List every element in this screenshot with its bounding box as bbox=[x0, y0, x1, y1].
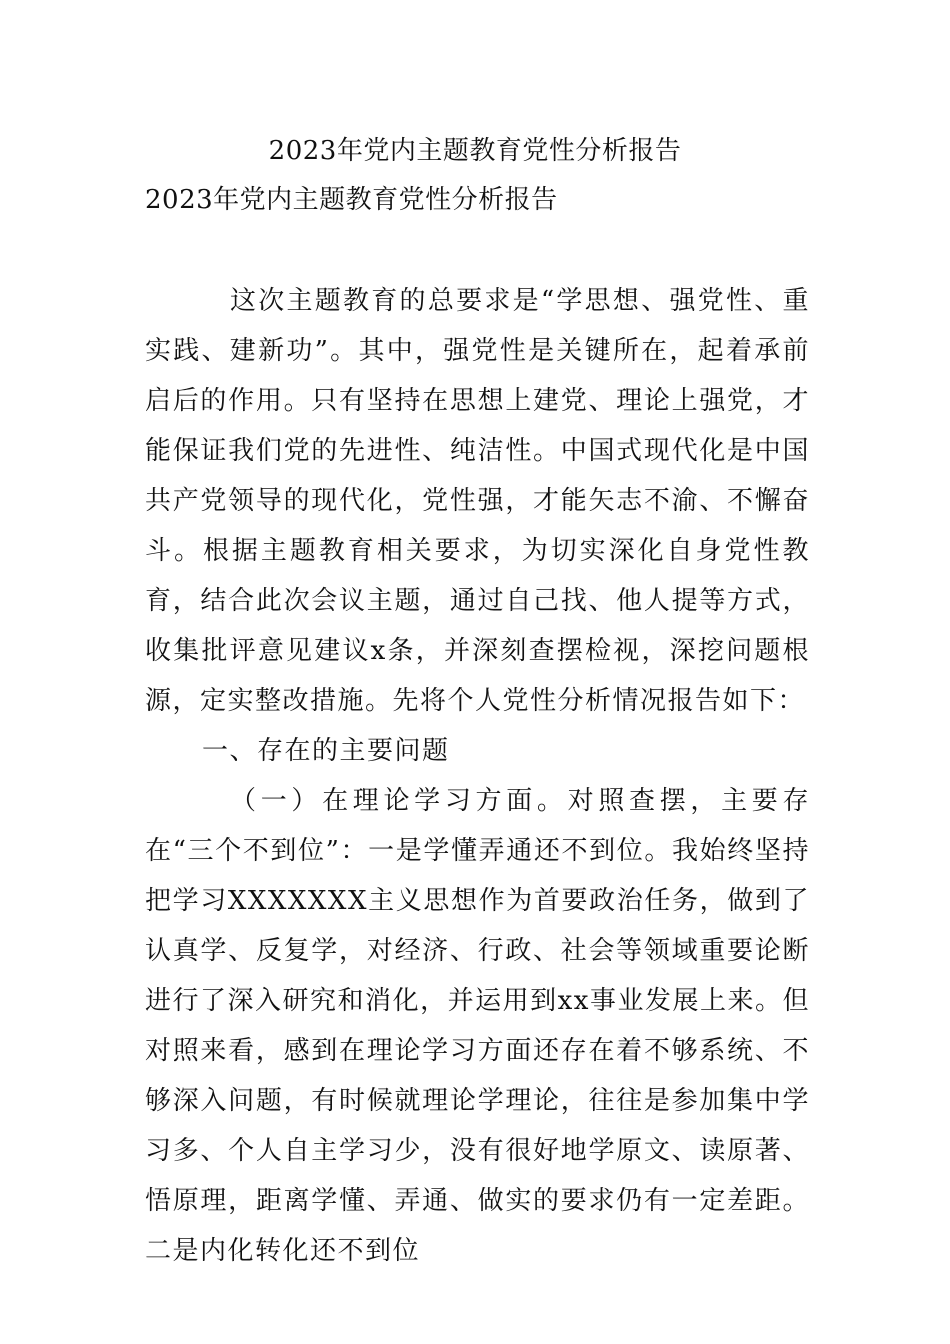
document-body bbox=[145, 276, 810, 1276]
document-subtitle: 2023年党内主题教育党性分析报告 bbox=[145, 185, 558, 215]
document-title: 2023年党内主题教育党性分析报告 bbox=[268, 136, 682, 166]
intro-paragraph: 这次主题教育的总要求是“学思想、强党性、重实践、建新功”。其中，强党性是关键所在，起着承前启后的作用。只有坚持在思想上建党、理论上强党，才能保证我们党的先进性、纯洁性。中国式现代化是中国共产党领导的现代化，党性强，才能矢志不渝、不懈奋斗。根据主题教育相关要求，为切实深化自身党性教育，结合此次会议主题，通过自己找、他人提等方式，收集批评意见建议x条，并深刻查摆检视，深挖问题根源，定实整改措施。先将个人党性分析情况报告如下： bbox=[145, 286, 810, 716]
subsection-paragraph: （一）在理论学习方面。对照查摆，主要存在“三个不到位”：一是学懂弄通还不到位。我始终坚持把学习XXXXXXX主义思想作为首要政治任务，做到了认真学、反复学，对经济、行政、社会等领域重要论断进行了深入研究和消化，并运用到xx事业发展上来。但对照来看，感到在理论学习方面还存在着不够系统、不够深入问题，有时候就理论学理论，往往是参加集中学习多、个人自主学习少，没有很好地学原文、读原著、悟原理，距离学懂、弄通、做实的要求仍有一定差距。二是内化转化还不到位 bbox=[145, 786, 810, 1266]
section-heading: 一、存在的主要问题 bbox=[202, 736, 450, 766]
